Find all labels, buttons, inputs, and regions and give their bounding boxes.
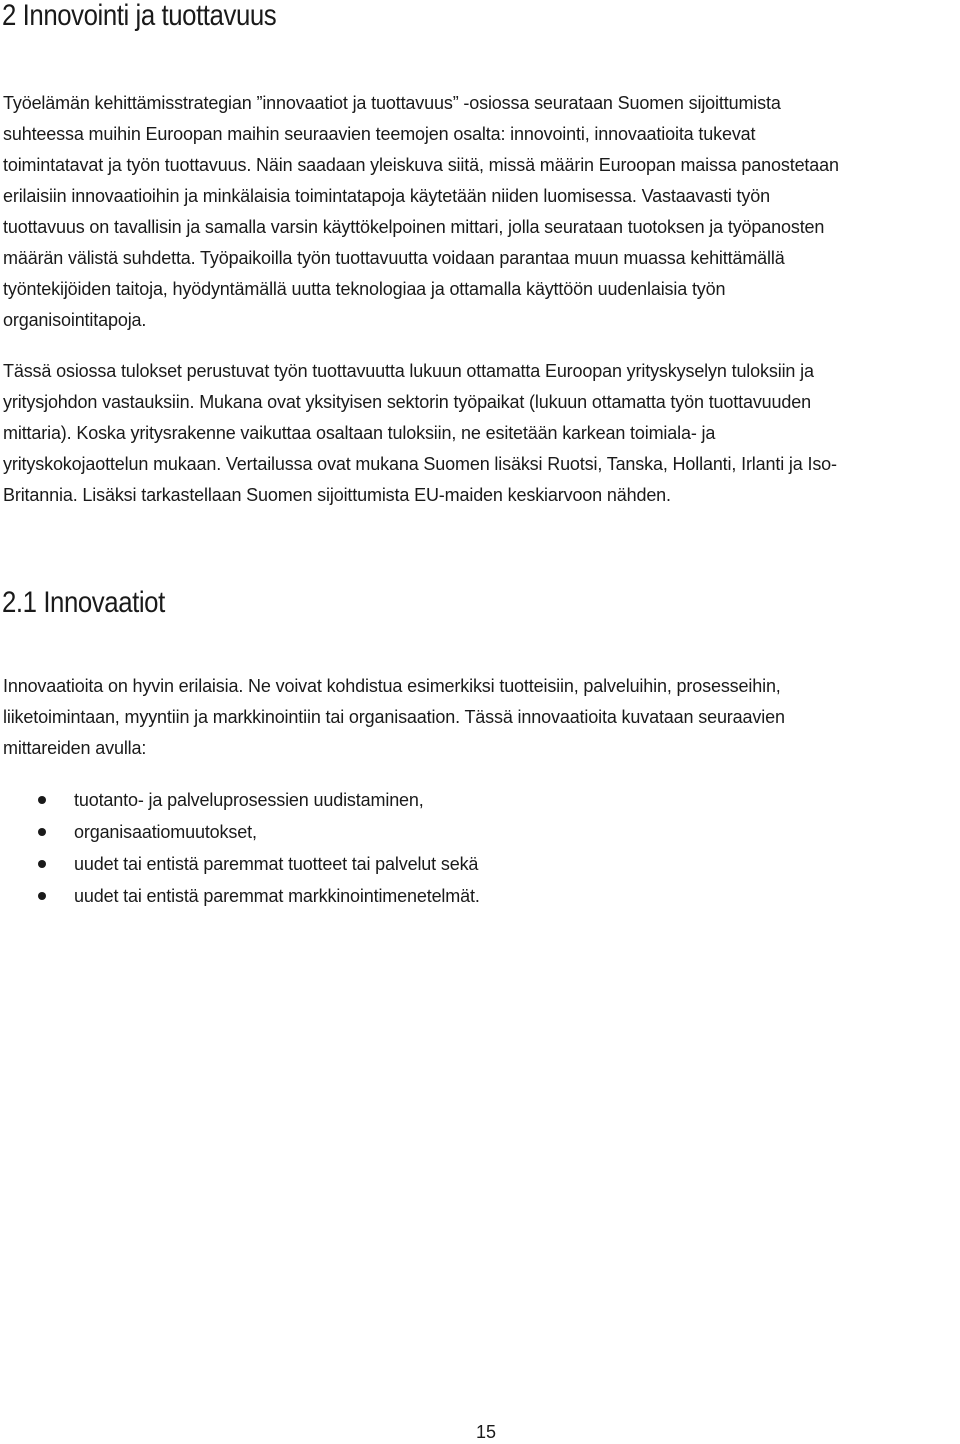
list-item xyxy=(0,848,480,880)
text-line: määrän välistä suhdetta. Työpaikoilla työn tuottavuutta voidaan parantaa muun muassa kehittämällä xyxy=(3,248,785,268)
list-item-text: uudet tai entistä paremmat tuotteet tai palvelut sekä xyxy=(74,854,479,874)
list-item-text: uudet tai entistä paremmat markkinointimenetelmät. xyxy=(74,886,480,906)
text-line: organisointitapoja. xyxy=(3,310,147,330)
text-line: liiketoimintaan, myyntiin ja markkinointiin tai organisaation. Tässä innovaatioita kuvataan seuraavien xyxy=(3,707,785,727)
list-item xyxy=(0,784,480,816)
text-line: erilaisiin innovaatioihin ja minkälaisia toimintatapoja käytetään niiden luomisessa. Vastaavasti työn xyxy=(3,186,770,206)
text-line: mittaria). Koska yritysrakenne vaikuttaa osaltaan tuloksiin, ne esitetään karkean toimiala- ja xyxy=(3,423,716,443)
bullet-icon xyxy=(38,796,46,804)
page-number: 15 xyxy=(475,1422,497,1442)
bullet-icon xyxy=(38,828,46,836)
list-item-text: tuotanto- ja palveluprosessien uudistaminen, xyxy=(74,790,424,810)
method-paragraph xyxy=(3,356,960,511)
text-line: tuottavuus on tavallisin ja samalla varsin käyttökelpoinen mittari, jolla seurataan tuotoksen ja työpanosten xyxy=(3,217,825,237)
text-line: yrityskokojaottelun mukaan. Vertailussa ovat mukana Suomen lisäksi Ruotsi, Tanska, Hollanti, Irlanti ja Iso- xyxy=(3,454,837,474)
text-line: työntekijöiden taitoja, hyödyntämällä uutta teknologiaa ja ottamalla käyttöön uudenlaisia työn xyxy=(3,279,726,299)
list-item xyxy=(0,816,480,848)
measures-list xyxy=(0,784,480,912)
text-line: Innovaatioita on hyvin erilaisia. Ne voivat kohdistua esimerkiksi tuotteisiin, palveluihin, prosesseihin, xyxy=(3,676,781,696)
innovations-paragraph xyxy=(3,671,960,764)
text-line: Työelämän kehittämisstrategian ”innovaatiot ja tuottavuus” -osiossa seurataan Suomen sijoittumista xyxy=(3,93,781,113)
text-line: Tässä osiossa tulokset perustuvat työn tuottavuutta lukuun ottamatta Euroopan yrityskyselyn tuloksiin ja xyxy=(3,361,814,381)
text-line: Britannia. Lisäksi tarkastellaan Suomen sijoittumista EU-maiden keskiarvoon nähden. xyxy=(3,485,671,505)
text-line: suhteessa muihin Euroopan maihin seuraavien teemojen osalta: innovointi, innovaatioita tukevat xyxy=(3,124,756,144)
text-line: toimintatavat ja työn tuottavuus. Näin saadaan yleiskuva siitä, missä määrin Euroopan maissa panostetaan xyxy=(3,155,839,175)
bullet-icon xyxy=(38,892,46,900)
text-line: yritysjohdon vastauksiin. Mukana ovat yksityisen sektorin työpaikat (lukuun ottamatta työn tuottavuuden xyxy=(3,392,811,412)
list-item xyxy=(0,880,480,912)
bullet-icon xyxy=(38,860,46,868)
intro-paragraph xyxy=(3,88,960,336)
text-line: mittareiden avulla: xyxy=(3,738,147,758)
subsection-heading: 2.1 Innovaatiot xyxy=(2,586,165,619)
list-item-text: organisaatiomuutokset, xyxy=(74,822,257,842)
section-heading: 2 Innovointi ja tuottavuus xyxy=(2,0,277,32)
